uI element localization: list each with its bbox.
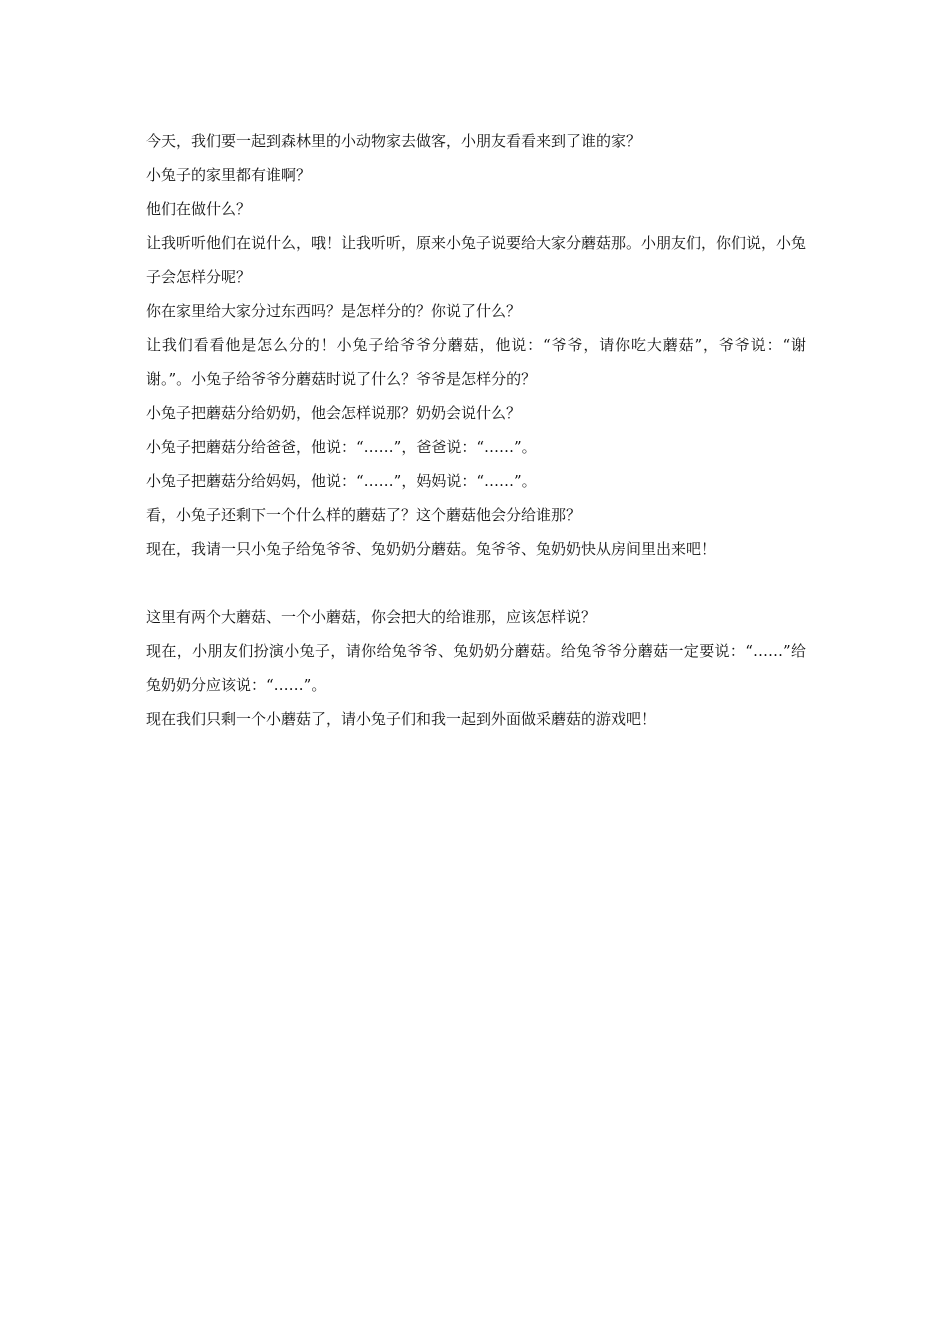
paragraph-8: 小兔子把蘑菇分给爸爸，他说：“……”，爸爸说：“……”。 (146, 438, 537, 456)
paragraph-11: 现在，我请一只小兔子给兔爷爷、兔奶奶分蘑菇。兔爷爷、兔奶奶快从房间里出来吧！ (146, 540, 717, 558)
document-body (146, 124, 806, 736)
paragraph-12: 这里有两个大蘑菇、一个小蘑菇，你会把大的给谁那，应该怎样说？ (146, 608, 597, 626)
paragraph-1: 今天，我们要一起到森林里的小动物家去做客，小朋友看看来到了谁的家？ (146, 132, 642, 150)
paragraph-13: 现在，小朋友们扮演小兔子，请你给兔爷爷、兔奶奶分蘑菇。给兔爷爷分蘑菇一定要说：“……”给兔奶奶分应该说：“……”。 (146, 642, 806, 694)
paragraph-5: 你在家里给大家分过东西吗？是怎样分的？你说了什么？ (146, 302, 522, 320)
paragraph-4: 让我听听他们在说什么，哦！让我听听，原来小兔子说要给大家分蘑菇那。小朋友们，你们说，小兔子会怎样分呢？ (146, 234, 807, 286)
paragraph-10: 看，小兔子还剩下一个什么样的蘑菇了？这个蘑菇他会分给谁那？ (146, 506, 582, 524)
paragraph-14: 现在我们只剩一个小蘑菇了，请小兔子们和我一起到外面做采蘑菇的游戏吧！ (146, 710, 657, 728)
paragraph-3: 他们在做什么？ (146, 200, 252, 218)
paragraph-9: 小兔子把蘑菇分给妈妈，他说：“……”，妈妈说：“……”。 (146, 472, 537, 490)
paragraph-6: 让我们看看他是怎么分的！小兔子给爷爷分蘑菇，他说：“爷爷，请你吃大蘑菇”，爷爷说：“谢谢。”。小兔子给爷爷分蘑菇时说了什么？爷爷是怎样分的？ (146, 336, 806, 388)
paragraph-7: 小兔子把蘑菇分给奶奶，他会怎样说那？奶奶会说什么？ (146, 404, 522, 422)
paragraph-2: 小兔子的家里都有谁啊？ (146, 166, 312, 184)
blank-line (146, 566, 806, 600)
